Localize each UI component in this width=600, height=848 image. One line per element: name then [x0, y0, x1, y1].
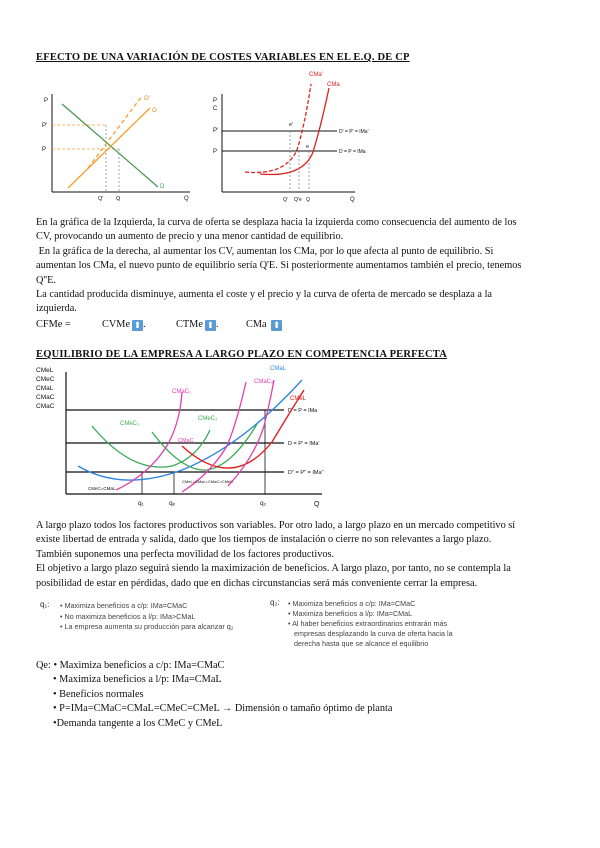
supply-shifted-label: O' — [144, 96, 150, 102]
left-price-high: P' — [42, 123, 48, 129]
q1-box-list — [60, 601, 234, 633]
left-q-high: Q' — [98, 196, 104, 202]
right-x-label: Q — [350, 197, 355, 203]
s2-p1-l2: existe libertad de entrada y salida, dado que los tiempos de instalación o cierre no son relevantes a largo plazo. — [36, 534, 492, 546]
lr-y-label-4: CMaC — [36, 394, 55, 401]
s2-p2-l2: posibilidad de estar en pérdidas, dado que en dichas circunstancias será más conveniente cerrar la empresa. — [36, 577, 478, 589]
section1-title: EFECTO DE UNA VARIACIÓN DE COSTES VARIABLES EN EL E.Q. DE CP — [36, 52, 410, 63]
q2-box-label: q₂: — [270, 598, 280, 607]
s1-p1-l2: CV, provocando un aumento de precio y una menor cantidad de equilibrio. — [36, 231, 344, 243]
q2-box-item: • Maximiza beneficios a l/p: IMa=CMaL — [288, 609, 413, 618]
right-y-label-p: P — [213, 98, 218, 104]
lr-cmec-cmal-label: CMeC=CMaL — [88, 486, 116, 491]
q1-box-item: • Maximiza beneficios a c/p: IMa=CMaC — [60, 601, 188, 610]
lr-y-label-3: CMaL — [36, 385, 54, 392]
q1-box-item: • No maximiza beneficios a l/p: IMa>CMaL — [60, 611, 196, 621]
cost-item-cma: CMa ⬆ — [246, 319, 281, 330]
q2-box-list — [288, 599, 453, 649]
q2-box-item: derecha hasta que se alcance el equilibrio — [294, 639, 429, 648]
lr-cmac-label: CMaC — [178, 438, 194, 444]
qe-item: • Maximiza beneficios a l/p: IMa=CMaL — [53, 674, 222, 686]
right-point-high: e' — [289, 122, 294, 128]
s1-p1-l1: En la gráfica de la Izquierda, la curva de oferta se desplaza hacia la izquierda como consecuencia del aumento de los — [36, 217, 517, 228]
section1-text — [36, 216, 566, 317]
lr-cmac2-label: CMaC₂ — [254, 379, 274, 385]
right-curve-shifted: CMa' — [309, 72, 323, 78]
right-line-high: D' = P' = IMa' — [339, 129, 369, 135]
lr-cmel-label: CMeL — [290, 396, 307, 402]
s1-p2-l2: aumentan los CMa, el nuevo punto de equilibrio sería Q'E. Si posteriormente aumentamos también el precio, tenemos — [36, 260, 522, 272]
up-arrow-icon: ⬆ — [206, 320, 215, 330]
firm-cost-graph — [205, 64, 420, 204]
s2-p1-l1: A largo plazo todos los factores productivos son variables. Por otro lado, a largo plazo en un mercado competitivo sí — [36, 520, 516, 531]
lr-q2-label: q₂ — [260, 500, 267, 507]
lr-cmal-label: CMaL — [270, 366, 287, 372]
right-q2: Q'e — [294, 197, 302, 203]
s1-p3-l1: La cantidad producida disminuye, aumenta el coste y el precio y la curva de oferta de mercado se desplaza a la — [36, 289, 493, 301]
right-price-low: P — [213, 149, 218, 155]
qe-section — [36, 659, 556, 731]
qe-item: • P=IMa=CMaC=CMaL=CMeC=CMeL → Dimensión o tamaño óptimo de planta — [53, 703, 393, 715]
lr-x-label: Q — [314, 501, 320, 508]
s1-p3-l2: izquierda. — [36, 303, 77, 315]
section2-title: EQUILIBRIO DE LA EMPRESA A LARGO PLAZO EN COMPETENCIA PERFECTA — [36, 349, 447, 360]
right-point-low: e — [306, 144, 310, 150]
section2-text — [36, 519, 576, 591]
lr-line-1: D = P = IMa — [288, 408, 318, 414]
q2-box-item: empresas desplazando la curva de oferta hacia la — [294, 629, 453, 638]
q1-box-label: q₁: — [40, 600, 50, 609]
q2-box-item: • Maximiza beneficios a c/p: IMa=CMaC — [288, 599, 416, 608]
right-y-label-c: C — [213, 106, 218, 112]
s1-p2-l1: En la gráfica de la derecha, al aumentar los CV, aumentan los CMa, por lo que afecta al punto de equilibrio. Si — [36, 245, 494, 257]
right-q1: Q' — [283, 197, 288, 203]
up-arrow-icon: ⬆ — [133, 320, 142, 330]
lr-q1-label: q₁ — [138, 500, 144, 507]
s2-p1-l3: También suponemos una perfecta movilidad de los factores productivos. — [36, 548, 335, 560]
lr-y-label-1: CMeL — [36, 367, 54, 374]
supply-label: O — [152, 108, 157, 114]
lr-tangent-label: CMeL=CMaL=CMaC=CMeC — [182, 479, 234, 484]
left-price-low: P — [42, 147, 47, 153]
lr-y-label-5: CMaC — [36, 403, 55, 410]
lr-qe-label: qₑ — [169, 500, 176, 507]
qe-item: • Maximiza beneficios a c/p: IMa=CMaC — [53, 660, 225, 671]
supply-demand-graph — [30, 84, 200, 204]
lr-y-label-2: CMeC — [36, 376, 55, 383]
right-price-high: P' — [213, 128, 219, 134]
qe-row-1 — [36, 659, 556, 673]
right-q3: Q — [306, 197, 310, 203]
right-curve: CMa — [327, 82, 340, 88]
demand-label: D — [160, 184, 165, 190]
up-arrow-icon: ⬆ — [272, 320, 281, 330]
lr-cmec1-label: CMeC₁ — [120, 421, 140, 427]
right-line-low: D = P = IMa — [339, 149, 366, 155]
s1-p2-l3: Q''E. — [36, 274, 57, 286]
left-q-low: Q — [116, 196, 121, 202]
lr-cmec2-label: CMeC₂ — [198, 416, 218, 422]
left-x-label: Q — [184, 196, 189, 202]
cost-row-label: CFMe = — [36, 319, 71, 330]
left-y-label: P — [44, 98, 49, 104]
s2-p2-l1: El objetivo a largo plazo seguirá siendo la maximización de beneficios. A largo plazo, por tanto, no se contempla la — [36, 563, 511, 575]
q2-box-item: • Al haber beneficios extraordinarios entrarán más — [288, 619, 448, 628]
qe-label: Qe: — [36, 660, 51, 671]
lr-line-3: D'' = P'' = IMa'' — [288, 470, 324, 476]
cost-item-cvme: CVMe ⬆ . — [102, 319, 146, 330]
lr-cmac1-label: CMaC₁ — [172, 389, 192, 395]
q1-box — [40, 600, 260, 645]
qe-item: • Beneficios normales — [53, 688, 144, 700]
cost-item-ctme: CTMe ⬆ . — [176, 319, 219, 330]
qe-item: •Demanda tangente a los CMeC y CMeL — [53, 717, 223, 729]
lr-line-2: D = P' = IMa' — [288, 441, 320, 447]
long-run-equilibrium-graph — [32, 362, 344, 512]
cost-row — [36, 318, 336, 333]
q2-box — [270, 598, 490, 658]
q1-box-item: • La empresa aumenta su producción para alcanzar q₂ — [60, 622, 234, 631]
